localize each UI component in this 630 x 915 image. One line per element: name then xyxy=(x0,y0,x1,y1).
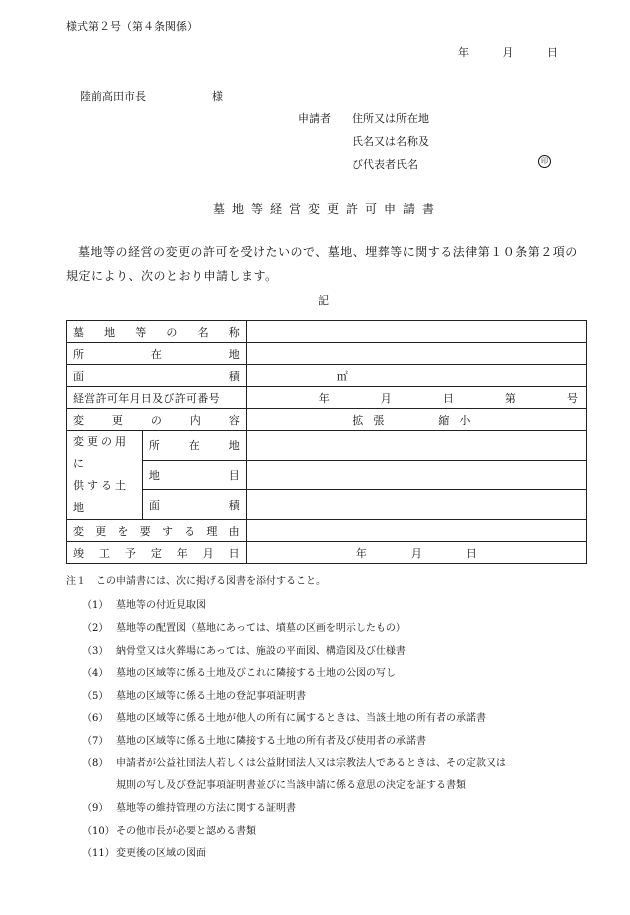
body-text: 墓地等の経営の変更の許可を受けたいので、墓地、埋葬等に関する法律第１０条第２項の規定により、次のとおり申請します。 xyxy=(66,245,578,283)
row-permit xyxy=(67,387,587,409)
note-item: （2） 墓地等の配置図（墓地にあっては、墳墓の区画を明示したもの） xyxy=(82,623,406,634)
note-item: （10）その他市長が必要と認める書類 xyxy=(82,826,256,837)
land-area-label: 面 積 xyxy=(142,490,246,520)
ki-marker: 記 xyxy=(318,294,329,307)
option-reduce[interactable]: 縮小 xyxy=(438,413,481,427)
change-content-label: 変 更 の 内 容 xyxy=(67,409,247,431)
seal-mark: 印 xyxy=(538,155,551,168)
row-cemetery-name xyxy=(67,321,587,343)
completion-field[interactable]: 年 月 日 xyxy=(246,542,586,564)
row-location xyxy=(67,343,587,365)
note-item: （8） 申請者が公益社団法人若しくは公益財団法人又は宗教法人であるときは、その定款又は xyxy=(82,758,506,769)
application-table xyxy=(66,320,587,564)
row-land-category xyxy=(67,460,587,490)
area-label: 面 積 xyxy=(67,365,247,387)
note-item: （4） 墓地の区域等に係る土地及びこれに隣接する土地の公図の写し xyxy=(82,668,396,679)
land-location-field[interactable] xyxy=(246,431,586,461)
area-field[interactable] xyxy=(246,365,586,387)
applicant-name-label-line1: 氏名又は名称及 xyxy=(352,135,429,148)
cemetery-name-field[interactable] xyxy=(246,321,586,343)
date-year: 年 xyxy=(458,46,469,59)
note-item: （7） 墓地の区域等に係る土地に隣接する土地の所有者及び使用者の承諾書 xyxy=(82,736,426,747)
note-item: 規則の写し及び登記事項証明書並びに当該申請に係る意思の決定を証する書類 xyxy=(116,780,466,791)
date-day: 日 xyxy=(547,46,558,59)
note-item: （1） 墓地等の付近見取図 xyxy=(82,600,206,611)
note-item: （3） 納骨堂又は火葬場にあっては、施設の平面図、構造図及び仕様書 xyxy=(82,646,406,657)
location-label: 所 在 地 xyxy=(67,343,247,365)
change-content-field[interactable] xyxy=(246,409,586,431)
cemetery-name-label: 墓 地 等 の 名 称 xyxy=(67,321,247,343)
note-item: （5） 墓地の区域等に係る土地の登記事項証明書 xyxy=(82,691,306,702)
form-number: 様式第２号（第４条関係） xyxy=(66,20,198,33)
permit-label: 経営許可年月日及び許可番号 xyxy=(67,387,247,409)
row-area xyxy=(67,365,587,387)
addressee-mayor: 陸前高田市長 xyxy=(80,90,146,103)
applicant-label: 申請者 xyxy=(298,112,331,125)
row-land-location xyxy=(67,431,587,461)
reason-label: 変 更 を 要 す る 理 由 xyxy=(67,520,247,542)
permit-field[interactable]: 年 月 日 第 号 xyxy=(246,387,586,409)
reason-field[interactable] xyxy=(246,520,586,542)
land-area-field[interactable] xyxy=(246,490,586,520)
land-category-field[interactable] xyxy=(246,460,586,490)
row-completion xyxy=(67,542,587,564)
row-land-area xyxy=(67,490,587,520)
option-expand[interactable]: 拡張 xyxy=(352,413,395,427)
notes-intro: 注１ この申請書には、次に掲げる図書を添付すること。 xyxy=(66,576,326,587)
note-item: （6） 墓地の区域等に係る土地が他人の所有に属するときは、当該土地の所有者の承諾書 xyxy=(82,713,486,724)
land-location-label: 所 在 地 xyxy=(142,431,246,461)
area-unit: ㎡ xyxy=(336,369,348,383)
applicant-address-label: 住所又は所在地 xyxy=(352,112,429,125)
document-title: 墓地等経営変更許可申請書 xyxy=(213,202,442,216)
land-group-label: 変更の用に 供する土地 xyxy=(67,431,143,520)
date-month: 月 xyxy=(502,46,514,59)
location-field[interactable] xyxy=(246,343,586,365)
row-reason xyxy=(67,520,587,542)
note-item: （11）変更後の区域の図面 xyxy=(82,848,206,859)
date-header xyxy=(458,44,558,60)
completion-label: 竣 工 予 定 年 月 日 xyxy=(67,542,247,564)
addressee-honorific: 様 xyxy=(212,90,223,103)
row-change-content xyxy=(67,409,587,431)
applicant-name-label-line2: び代表者氏名 xyxy=(352,158,418,171)
note-item: （9） 墓地等の維持管理の方法に関する証明書 xyxy=(82,803,296,814)
land-category-label: 地 目 xyxy=(142,460,246,490)
